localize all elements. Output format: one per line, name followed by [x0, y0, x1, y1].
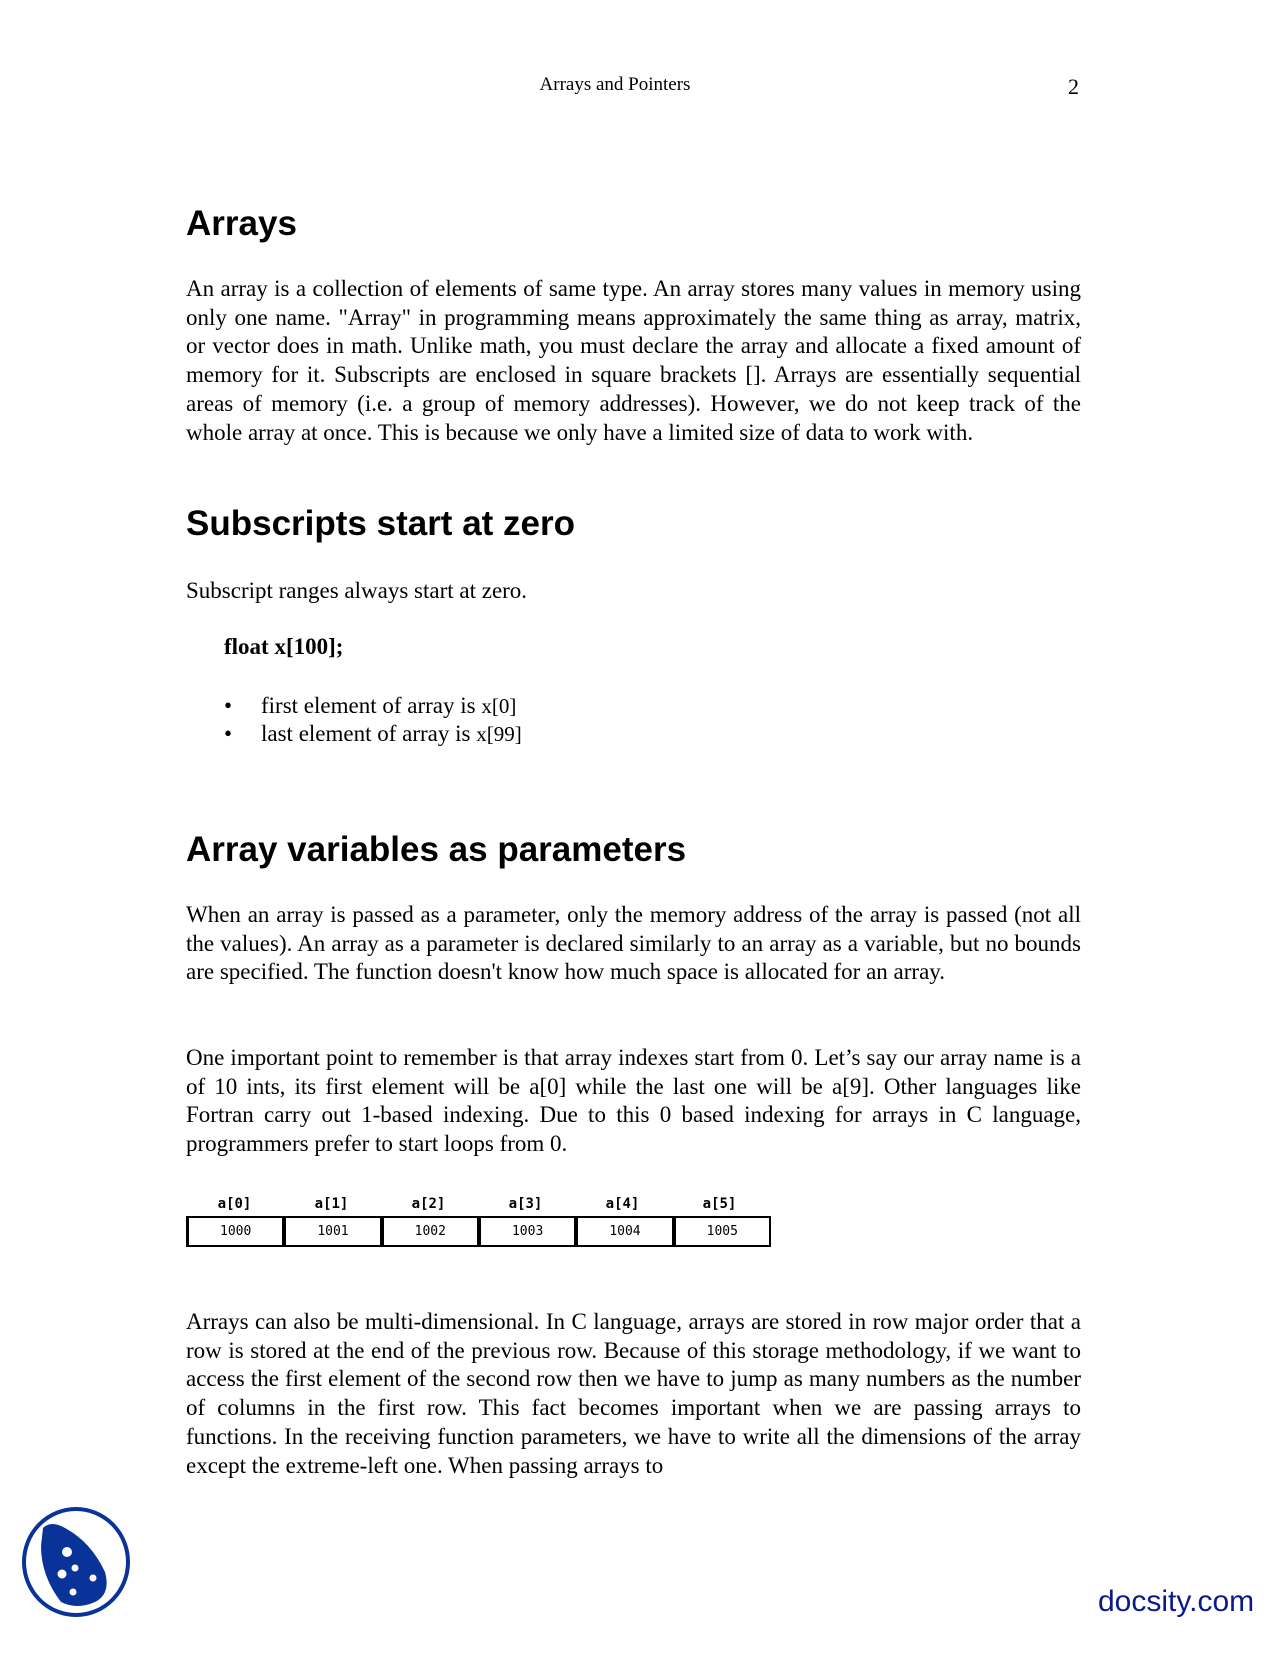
address-cell: 1000 [189, 1218, 286, 1245]
list-item-code: x[99] [476, 722, 522, 746]
paragraph-arrays-intro: An array is a collection of elements of same type. An array stores many values in memory using only one name. "Array" in programming means approximately the same thing as array, matrix, or vector does in math. Unlike math, you must declare the array and allocate a fixed amount of memory for it. Subscripts are enclosed in square brackets []. Arrays are essentially sequential areas of memory (i.e. a group of memory addresses). However, we do not keep track of the whole array at once. This is because we only have a limited size of data to work with. [186, 276, 1081, 445]
index-label: a[3] [508, 1196, 543, 1212]
index-label: a[1] [314, 1196, 349, 1212]
paragraph-indexing: One important point to remember is that array indexes start from 0. Let’s say our array name is a of 10 ints, its first element will be a[0] while the last one will be a[9]. Other languages like Fortran carry out 1-based indexing. Due to this 0 based indexing for arrays in C language, programmers prefer to start loops from 0. [186, 1045, 1081, 1157]
page-number: 2 [1068, 74, 1079, 99]
paragraph-subscripts: Subscript ranges always start at zero. [186, 578, 528, 603]
index-label: a[2] [411, 1196, 446, 1212]
address-cell: 1001 [286, 1218, 383, 1245]
bullet-icon: • [224, 721, 233, 746]
index-label: a[5] [702, 1196, 737, 1212]
address-cell: 1005 [706, 1224, 738, 1239]
list-item [224, 692, 522, 720]
paragraph-multidimensional: Arrays can also be multi-dimensional. In C language, arrays are stored in row major order that a row is stored at the end of the previous row. Because of this storage methodology, if we want to access the first element of the second row then we have to jump as many numbers as the number of columns in the first row. This fact becomes important when we are passing arrays to functions. In the receiving function parameters, we have to write all the dimensions of the array except the extreme-left one. When passing arrays to [186, 1309, 1081, 1478]
code-declaration: float x[100]; [224, 634, 344, 659]
heading-arrays: Arrays [186, 204, 297, 243]
docsity-brand-link[interactable]: docsity.com [1098, 1585, 1255, 1618]
list-item-text: last element of array is [261, 721, 477, 746]
heading-subscripts: Subscripts start at zero [186, 504, 575, 543]
index-label: a[4] [605, 1196, 640, 1212]
paragraph-parameters: When an array is passed as a parameter, only the memory address of the array is passed (not all the values). An array as a parameter is declared similarly to an array as a variable, but no bounds are specified. The function doesn't know how much space is allocated for an array. [186, 902, 1081, 985]
address-cell: 1003 [481, 1218, 578, 1245]
heading-array-parameters: Array variables as parameters [186, 830, 687, 869]
address-cell: 1002 [384, 1218, 481, 1245]
list-item-text: first element of array is [261, 693, 482, 718]
index-label: a[0] [217, 1196, 252, 1212]
bullet-icon: • [224, 693, 233, 718]
list-item-code: x[0] [481, 694, 517, 718]
bullet-list [224, 692, 522, 748]
list-item [224, 720, 522, 748]
running-header: Arrays and Pointers [539, 74, 691, 95]
address-cell: 1004 [578, 1218, 675, 1245]
docsity-logo-icon[interactable] [21, 1506, 131, 1618]
memory-layout-figure [186, 1192, 771, 1247]
